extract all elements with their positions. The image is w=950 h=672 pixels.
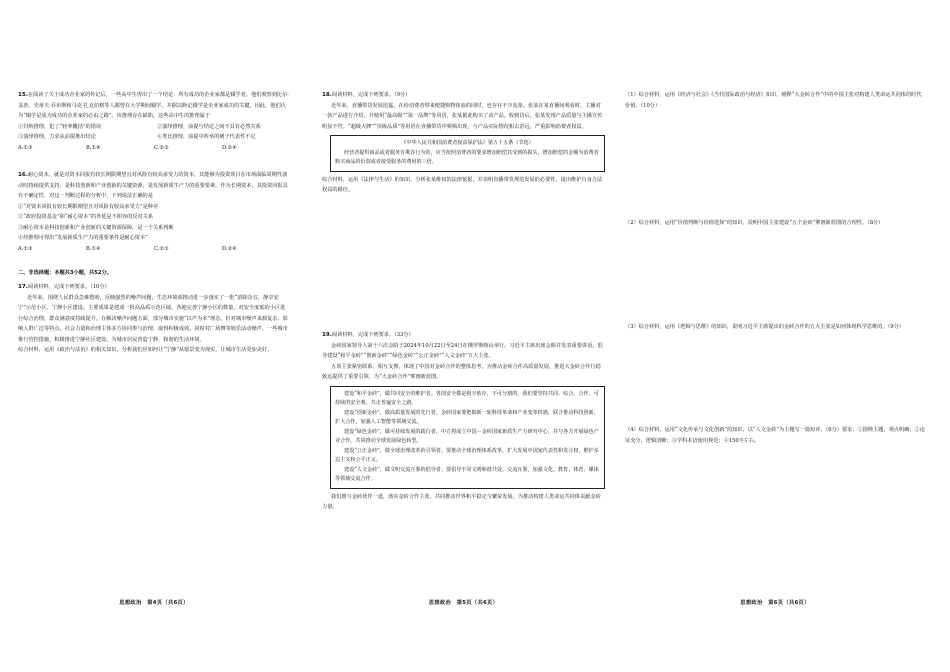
answer-choice: B.①④	[86, 245, 101, 252]
proposal-item: 建设“人文金砖”，做文明交流互鉴的倡导者。要倡导不同文明和谐共处、交流互鉴，加强文化、教育、体育、媒体等领域交流合作。	[335, 466, 599, 482]
answer-choice: D.②④	[222, 144, 237, 151]
law-excerpt-text: 经营者提供商品或者服务有欺诈行为的，应当按照消费者的要求增加赔偿其受到的损失，增加赔偿的金额为消费者购买商品的价款或者接受服务的费用的三倍。	[335, 149, 599, 165]
option: ③演绎推理，力求从前提推出结论	[18, 134, 96, 140]
answer-choice: A.①③	[18, 144, 33, 151]
question-number: 16.	[18, 172, 28, 178]
material-text: 近年来，直播带货发展迅猛，在给消费者带来便捷购物体验的同时，也存在不少乱象。张某在某直播间观看时，主播对一款产品进行介绍，并使用“最高级”“第一品牌”等用语，张某据此购买了该产品。收到货后，张某发现产品质量与主播宣传明显不符。“超级大牌”“顶级品质”等用语在直播带货中频频出现，与产品实际情况相去甚远，严重影响消费者权益。	[322, 102, 603, 130]
law-excerpt-box	[330, 135, 605, 172]
page-footer: 思想政治 第4页（共6页）	[119, 600, 189, 606]
page-footer: 思想政治 第6页（共6页）	[740, 600, 810, 606]
section-title: 二、非选择题：本题共3小题，共52分。	[18, 270, 112, 276]
question-ask: 综合材料，运用《法律与生活》的知识，分析张某维权的法律依据，并说明直播带货规范发展的必要性，提出维护自身合法权益的路径。	[322, 176, 603, 193]
option: ①“对资本回报有较长期限期望且对风险有较高承受力”是种差	[18, 203, 159, 210]
option: ①归纳推理，犯了“轻率概括”的错误	[18, 123, 102, 130]
sub-question-2	[625, 218, 925, 229]
question-instruction: 阅读材料，完成下列要求。（10分）	[27, 284, 110, 290]
question-number: 19.	[322, 332, 332, 338]
proposal-box	[330, 386, 605, 489]
question-stem: 耐心资本，就是对资本回报有较长期限期望且对风险有较高承受力的资本。其能够为投资项目在市场面临周期性波动时持续提供支持，是科技创新和产业创新的关键资源，是发展新质生产力的重要要素。作为长期资本，其投资回报具有不确定性，对这一判断过程的分析中，下列说法正确的是	[18, 172, 288, 199]
answer-choice: D.②④	[222, 245, 237, 252]
question-ask: （4）综合材料，运用“文化传承与文化创新”的知识，以“人文金砖”为主题写一篇短评。（6分）要求：①围绕主题，观点明确；②论证充分，逻辑清晰；③学科术语使用规范；④150字左右。	[625, 427, 925, 444]
page-4	[18, 0, 290, 672]
answer-choices	[18, 143, 290, 154]
option: ②演绎推理，前提与结论之间不具有必然关系	[157, 123, 261, 130]
answer-choice: C.②③	[154, 144, 169, 151]
page-footer: 思想政治 第5页（共6页）	[428, 600, 499, 606]
question-stem: 在阅读了关于成功企业家的传记后，一些高中生得出了一个结论：所有成功的企业家都是辍学者。他们观察到比尔·盖茨、史蒂夫·乔布斯和马克·扎克伯格等人都曾在大学期间辍学，并据以断定辍学是企业家成功的关键。因此，他们认为“辍学是成为成功的企业家的必由之路”。该推理存在缺陷，这些高中生的推理属于	[18, 92, 289, 119]
section-heading	[18, 268, 290, 279]
question-ask: （1）综合材料，运用《经济与社会》《当代国际政治与经济》知识，阐释“大金砖合作”中的中国主张对构建人类命运共同体的时代价值。（10分）	[625, 92, 922, 109]
answer-choice: C.②③	[154, 245, 169, 252]
sub-question-1	[625, 90, 925, 111]
question-17	[18, 282, 290, 356]
answer-choice: B.①④	[86, 144, 101, 151]
page-6	[625, 0, 925, 672]
material-text: 近年来，围绕人民群众急难愁盼，反映强烈的噪声问题，生态环境部推动进一步落实了一批“消除杂音，静享安宁”示范小区、宁静小区建设。主要成果是建成一批高品质示范区域，各地完善宁静小区的数量，对安全度低的小区进行综合治理，群众满意度持续提升。在解决噪声问题方面，部分城市实施“以声为本”理念，针对城市噪声来源复杂、影响人群广泛等特点，社会力量和治理主体多方协同参与治理，取得积极成效。同时对广场舞等娱乐活动噪声，一些城市推行管控措施，积极推进宁静社区建设，为城市居民营造宁静、和谐的生活环境。	[18, 294, 288, 343]
proposal-item: 建设“绿色金砖”，做可持续发展的践行者。中方将成立中国－金砖国家新质生产力研究中心，并与各方开展绿色产业合作，共同推动全球发展绿色转型。	[335, 428, 599, 444]
question-15	[18, 90, 290, 153]
option: ③耐心资本是科技创新和产业创新的关键资源保障，是一个关系判断	[18, 224, 174, 231]
question-16	[18, 170, 290, 254]
material-text: 金砖国家领导人第十六次会晤于2024年10月22日至24日在俄罗斯喀山举行。习近平主席出席会晤并发表重要讲话，倡导建设“和平金砖”“创新金砖”“绿色金砖”“公正金砖”“人文金砖”五大主张。	[322, 342, 603, 359]
material-text: 我们愿与金砖伙伴一道，落实金砖合作主张，共同推动世界和平稳定与繁荣发展，为推动构建人类命运共同体贡献金砖力量。	[322, 493, 601, 510]
question-ask: （3）综合材料，运用《逻辑与思维》的知识，说明习近平主席提出的金砖合作的五大主张是如何体现科学思维的。（9分）	[625, 324, 904, 330]
proposal-item: 建设“和平金砖”，做共同安全的维护者。各国安全都是相互依存，不可分割的，我们要坚持共同、综合、合作、可持续的安全观，共走普遍安全之路。	[335, 390, 599, 406]
law-excerpt-title: 《中华人民共和国消费者权益保护法》第五十五条（节选）	[401, 140, 534, 146]
page-5	[322, 0, 605, 672]
question-18	[322, 90, 605, 196]
option-list	[18, 122, 290, 143]
question-number: 15.	[18, 92, 28, 98]
question-19	[322, 330, 605, 513]
sub-question-4	[625, 425, 925, 446]
option: ②“政府投资基金”和“耐心资本”的外延是不相容的反对关系	[18, 214, 154, 220]
question-instruction: 阅读材料，完成下列要求。（9分）	[331, 92, 411, 98]
question-number: 18.	[322, 92, 332, 98]
answer-choice: A.①③	[18, 245, 33, 252]
proposal-item: 建设“创新金砖”，做高质量发展的先行者。金砖国家要把握新一轮科技革命和产业变革机遇，联合推动科技创新，扩大合作，加强人工智能等领域交流。	[335, 409, 599, 425]
sub-question-3	[625, 322, 925, 333]
question-instruction: 阅读材料，完成下列要求。（33分）	[331, 332, 414, 338]
material-text: 五项主张紧密联系、相互支撑，体现了中国对金砖合作的整体思考，为推动金砖合作高质量发展、推进大金砖合作行稳致远提供了重要引领，为“大金砖合作”擘画新蓝图。	[322, 363, 601, 380]
question-number: 17.	[18, 284, 28, 290]
proposal-item: 建设“公正金砖”，做全球治理改革的引领者。要推动全球治理体系改革，扩大发展中国家代表性和发言权，维护多边主义和公平正义。	[335, 447, 599, 463]
question-ask: 综合材料，运用《政治与法治》的相关知识，分析我们应如何让“宁静”从愿景变为现实，让城市生活更加美好。	[18, 347, 273, 353]
option: ④类比推理，前提中所举的例子代表性不足	[157, 134, 256, 140]
question-ask: （2）综合材料，运用“价值判断与价值选择”的知识，说明中国主张建设“五个金砖”擘画新蓝图的合理性。（8分）	[625, 220, 884, 226]
answer-choices	[18, 244, 290, 255]
option: ④经推理可得出“发展新质生产力的重要条件是耐心资本”	[18, 235, 148, 241]
